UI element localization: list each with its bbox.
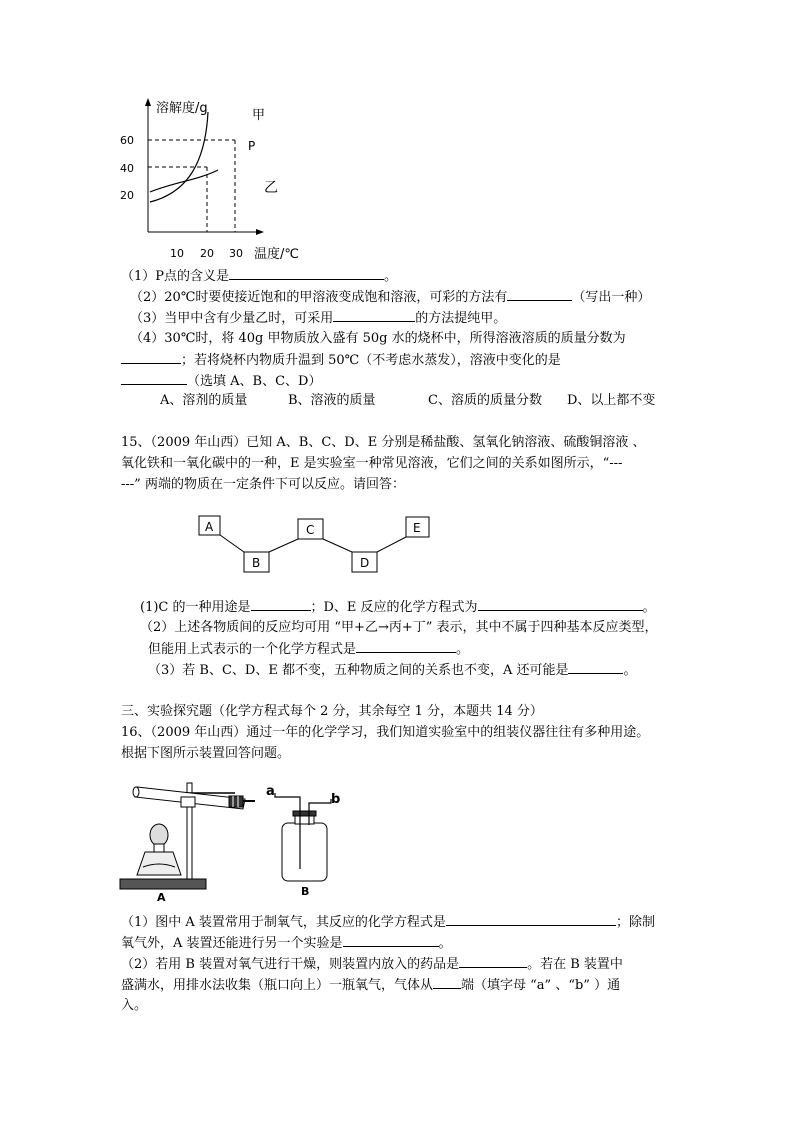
link-d-e xyxy=(377,537,406,552)
box-b-label: B xyxy=(252,556,261,570)
x-tick-30: 30 xyxy=(229,247,243,260)
q15-1-blank1[interactable] xyxy=(251,598,311,611)
q16-2-prefix: （2）若用 B 装置对氧气进行干燥，则装置内放入的药品是 xyxy=(121,957,460,972)
curve-yi-label: 乙 xyxy=(264,180,278,196)
x-axis-label: 温度/℃ xyxy=(254,247,299,262)
relation-diagram xyxy=(195,510,440,580)
q14-line2 xyxy=(130,288,650,307)
q15-1-blank2[interactable] xyxy=(478,598,643,611)
q15-stem-line1: 15、（2009 年山西）已知 A、B、C、D、E 分别是稀盐酸、氢氧化钠溶液、硫酸铜溶液 、 xyxy=(121,435,646,450)
q16-1-blank1[interactable] xyxy=(446,913,616,926)
curve-jia-label: 甲 xyxy=(252,108,266,123)
solubility-graph xyxy=(110,92,300,267)
q16-2-suffix: 端（填字母 “a” 、“b” ）通 xyxy=(461,978,621,993)
bottle-stopper xyxy=(293,811,316,816)
stopper xyxy=(229,796,243,807)
q14-1-blank[interactable] xyxy=(229,267,384,280)
clamp xyxy=(181,797,195,807)
q15-stem-line3: ---” 两端的物质在一定条件下可以反应。请回答： xyxy=(121,477,405,492)
q15-answer2-line1: （2）上述各物质间的反应均可用 “甲+乙→丙+丁” 表示，其中不属于四种基本反应类型， xyxy=(140,620,658,635)
point-p-label: P xyxy=(248,139,256,153)
q16-1-mid: ；除制 xyxy=(615,915,655,930)
q15-answer2-line2 xyxy=(148,640,469,659)
q16-2-blank1[interactable] xyxy=(459,955,527,968)
q15-2-suffix: 。 xyxy=(456,642,470,657)
apparatus-b xyxy=(266,784,340,898)
flame xyxy=(150,824,168,846)
q14-option-c: C、溶质的质量分数 xyxy=(428,393,542,408)
stand-base xyxy=(120,879,206,889)
q15-1-suffix: 。 xyxy=(642,600,656,615)
y-axis-arrow xyxy=(145,98,151,106)
box-c-label: C xyxy=(306,523,315,537)
q15-answer3 xyxy=(148,661,637,680)
x-axis-arrow xyxy=(256,229,264,235)
link-b-c xyxy=(269,539,298,552)
q14-line1 xyxy=(121,267,397,286)
q16-1-suffix: 。 xyxy=(438,936,452,951)
bottle xyxy=(282,823,327,881)
q16-2-prefix2: 盛满水，用排水法收集（瓶口向上）一瓶氧气，气体从 xyxy=(121,978,434,993)
label-a-apparatus: A xyxy=(157,891,166,904)
apparatus-diagram xyxy=(115,775,355,905)
test-tube-bottom xyxy=(133,787,139,797)
q15-3-prefix: （3）若 B、C、D、E 都不变，五种物质之间的关系也不变，A 还可能是 xyxy=(148,663,569,678)
q16-1-prefix: （1）图中 A 装置常用于制氧气，其反应的化学方程式是 xyxy=(121,915,446,930)
q15-answer1 xyxy=(140,598,656,617)
link-c-d xyxy=(323,539,352,552)
q16-answer2-line3: 入。 xyxy=(121,998,148,1013)
x-tick-20: 20 xyxy=(200,247,214,260)
q15-3-blank[interactable] xyxy=(568,661,623,674)
y-tick-60: 60 xyxy=(120,134,134,147)
section3-title: 三、实验探究题（化学方程式每个 2 分，其余每空 1 分，本题共 14 分） xyxy=(121,704,543,719)
q16-1-prefix2: 氧气外，A 装置还能进行另一个实验是 xyxy=(121,936,343,951)
y-tick-40: 40 xyxy=(120,162,134,175)
q14-6-text: （选填 A、B、C、D） xyxy=(187,374,322,389)
q16-answer2-line1 xyxy=(121,955,623,974)
y-tick-20: 20 xyxy=(120,189,134,202)
q15-2-blank[interactable] xyxy=(356,640,456,653)
q14-option-d: D、以上都不变 xyxy=(567,393,656,408)
q16-stem-line1: 16、（2009 年山西）通过一年的化学学习，我们知道实验室中的组装仪器往往有多种用途。 xyxy=(121,725,650,740)
q14-line5 xyxy=(121,351,561,370)
box-e-label: E xyxy=(413,521,421,535)
q14-5-text: ；若将烧杯内物质升温到 50℃（不考虑水蒸发），溶液中变化的是 xyxy=(181,353,561,368)
q16-answer2-line2 xyxy=(121,976,620,995)
q15-2-prefix: 但能用上式表示的一个化学方程式是 xyxy=(148,642,357,657)
q14-3-prefix: （3）当甲中含有少量乙时，可采用 xyxy=(130,311,334,326)
link-a-b xyxy=(220,535,244,552)
q16-answer1-line1 xyxy=(121,913,655,932)
lamp-wick xyxy=(154,844,164,852)
q14-4-blank2[interactable] xyxy=(121,372,187,385)
q14-line6 xyxy=(121,372,321,391)
q16-stem-line2: 根据下图所示装置回答问题。 xyxy=(121,746,291,761)
q16-2-blank2[interactable] xyxy=(433,976,461,989)
box-a-label: A xyxy=(205,520,214,534)
label-tube-a: a xyxy=(266,784,275,799)
q14-option-b: B、溶液的质量 xyxy=(288,393,376,408)
q14-1-prefix: （1）P点的含义是 xyxy=(121,269,230,284)
x-tick-10: 10 xyxy=(170,247,184,260)
q15-stem-line2: 氧化铁和一氧化碳中的一种，E 是实验室一种常见溶液，它们之间的关系如图所示，“--- xyxy=(121,456,623,471)
q15-3-suffix: 。 xyxy=(623,663,637,678)
q14-1-suffix: 。 xyxy=(384,269,398,284)
q14-option-a: A、溶剂的质量 xyxy=(160,393,248,408)
curve-yi xyxy=(150,170,218,192)
q14-3-suffix: 的方法提纯甲。 xyxy=(415,311,507,326)
q16-2-mid: 。若在 B 装置中 xyxy=(527,957,623,972)
y-axis-label: 溶解度/g xyxy=(156,101,208,116)
q14-4-text: （4）30℃时，将 40g 甲物质放入盛有 50g 水的烧杯中，所得溶液溶质的质量分数为 xyxy=(130,331,626,346)
q14-line3 xyxy=(130,309,506,328)
q15-1-prefix: (1)C 的一种用途是 xyxy=(140,600,251,615)
q14-2-prefix: （2）20℃时要使接近饱和的甲溶液变成饱和溶液，可彩的方法有 xyxy=(130,290,508,305)
label-tube-b: b xyxy=(331,792,341,807)
q14-line4 xyxy=(130,330,626,348)
box-d-label: D xyxy=(360,556,370,570)
q14-2-blank[interactable] xyxy=(507,288,572,301)
q14-2-suffix: （写出一种） xyxy=(572,290,651,305)
q16-answer1-line2 xyxy=(121,934,452,953)
q15-1-mid: ；D、E 反应的化学方程式为 xyxy=(310,600,478,615)
apparatus-a xyxy=(120,783,255,904)
q14-4-blank1[interactable] xyxy=(121,351,181,364)
q14-3-blank[interactable] xyxy=(333,309,415,322)
q16-1-blank2[interactable] xyxy=(343,934,439,947)
label-b-apparatus: B xyxy=(301,885,310,898)
